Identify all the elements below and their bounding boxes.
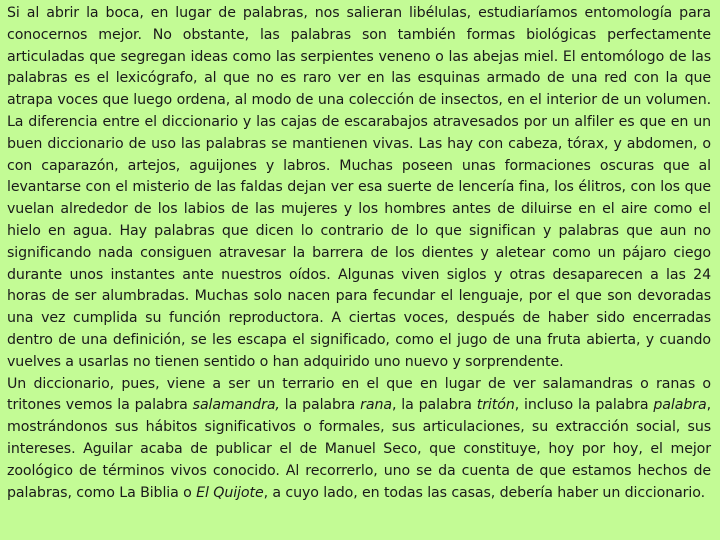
paragraph-2-text-4: , incluso la palabra (514, 397, 654, 414)
italic-word-salamandra: salamandra, (192, 397, 280, 414)
paragraph-2-text-6: , a cuyo lado, en todas las casas, debería haber un diccionario. (263, 484, 705, 501)
italic-word-rana: rana (360, 397, 392, 414)
paragraph-1: Si al abrir la boca, en lugar de palabras, nos salieran libélulas, estudiaríamos entomología para conocernos mejor. No obstante, las palabras son también formas biológicas perfectamente articuladas que segregan ideas como las serpientes veneno o las abejas miel. El entomólogo de las palabras es el lexicógrafo, al que no es raro ver en las esquinas armado de una red con la que atrapa voces que luego ordena, al modo de una colección de insectos, en el interior de un volumen. La diferencia entre el diccionario y las cajas de escarabajos atravesados por un alfiler es que en un buen diccionario de uso las palabras se mantienen vivas. Las hay con cabeza, tórax, y abdomen, o con caparazón, artejos, aguijones y labros. Muchas poseen unas formaciones oscuras que al levantarse con el misterio de las faldas dejan ver esa suerte de lencería fina, los élitros, con los que vuelan alrededor de los labios de las mujeres y los hombres antes de diluirse en el aire como el hielo en agua. Hay palabras que dicen lo contrario de lo que significan y palabras que aun no significando nada consiguen atravesar la barrera de los dientes y aletear como un pájaro ciego durante unos instantes ante nuestros oídos. Algunas viven siglos y otras desaparecen a las 24 horas de ser alumbradas. Muchas solo nacen para fecundar el lenguaje, por el que son devoradas una vez cumplida su función reproductora. A ciertas voces, después de haber sido encerradas dentro de una definición, se les escapa el significado, como el jugo de una fruta abierta, y cuando vuelves a usarlas no tienen sentido o han adquirido uno nuevo y sorprendente. (7, 5, 711, 370)
italic-word-triton: tritón (476, 397, 515, 414)
paragraph-2-text-3: , la palabra (391, 397, 477, 414)
paragraph-2 (7, 374, 711, 505)
paragraph-2-text-2: la palabra (279, 397, 361, 414)
paragraph-2-text-5: , mostrándonos sus hábitos significativos o formales, sus articulaciones, su extracción social, sus intereses. Aguilar acaba de publicar el de Manuel Seco, que constituye, hoy por hoy, el mejor zoológico de términos vivos conocido. Al recorrerlo, uno se da cuenta de que estamos hechos de palabras, como La Biblia o (7, 397, 711, 501)
paragraph-2-text-1: Un diccionario, pues, viene a ser un terrario en el que en lugar de ver salamandras o ranas o tritones vemos la palabra (7, 375, 711, 414)
italic-word-palabra: palabra (653, 397, 707, 414)
italic-title-el-quijote: El Quijote (196, 484, 264, 501)
